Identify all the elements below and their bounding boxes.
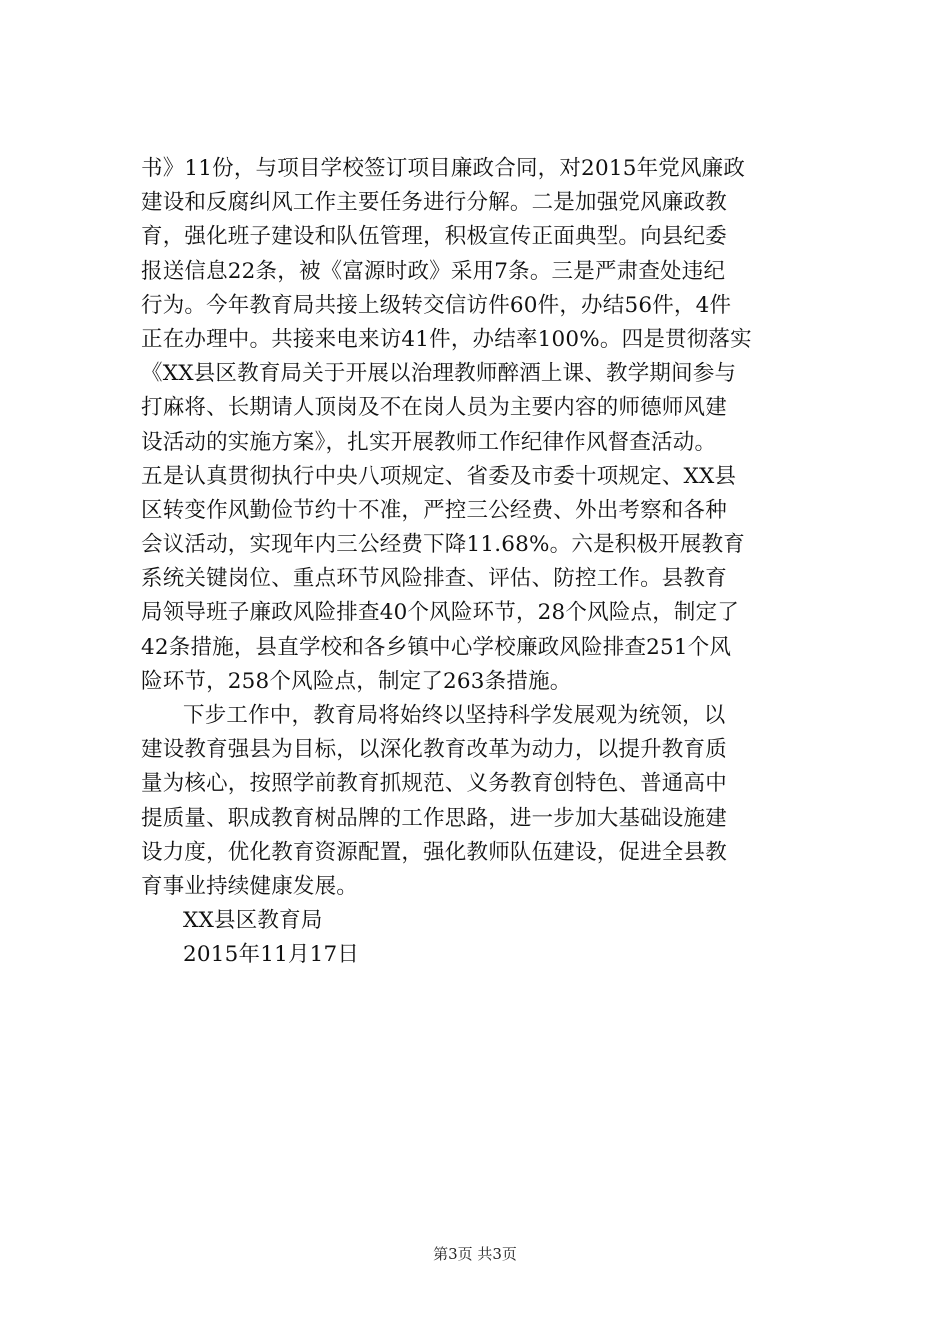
text-line: 《XX县区教育局关于开展以治理教师醉酒上课、教学期间参与 [141, 361, 737, 387]
text-line: 会议活动，实现年内三公经费下降11.68%。六是积极开展教育 [141, 532, 745, 558]
text-line: 量为核心，按照学前教育抓规范、义务教育创特色、普通高中 [141, 771, 727, 797]
text-line: 提质量、职成教育树品牌的工作思路，进一步加大基础设施建 [141, 805, 727, 831]
text-line: 建设和反腐纠风工作主要任务进行分解。二是加强党风廉政教 [141, 190, 727, 216]
text-line: 建设教育强县为目标，以深化教育改革为动力，以提升教育质 [141, 737, 727, 763]
text-line: 系统关键岗位、重点环节风险排查、评估、防控工作。县教育 [141, 566, 727, 592]
text-line: 区转变作风勤俭节约十不准，严控三公经费、外出考察和各种 [141, 497, 727, 523]
signature-organization: XX县区教育局 [183, 908, 323, 934]
signature-date: 2015年11月17日 [183, 942, 360, 968]
text-line: 正在办理中。共接来电来访41件，办结率100%。四是贯彻落实 [141, 326, 752, 352]
text-line: 打麻将、长期请人顶岗及不在岗人员为主要内容的师德师风建 [141, 395, 727, 421]
paragraph-start-line: 下步工作中，教育局将始终以坚持科学发展观为统领，以 [183, 703, 726, 728]
text-line: 行为。今年教育局共接上级转交信访件60件，办结56件，4件 [141, 292, 732, 318]
text-line: 设活动的实施方案》，扎实开展教师工作纪律作风督查活动。 [141, 429, 717, 455]
page-number-footer: 第3页 共3页 [433, 1245, 517, 1263]
text-line: 42条措施，县直学校和各乡镇中心学校廉政风险排查251个风 [141, 634, 732, 660]
text-line: 设力度，优化教育资源配置，强化教师队伍建设，促进全县教 [141, 839, 727, 865]
text-line: 书》11份，与项目学校签订项目廉政合同，对2015年党风廉政 [141, 156, 746, 181]
text-line: 报送信息22条，被《富源时政》采用7条。三是严肃查处违纪 [141, 258, 726, 284]
text-line: 局领导班子廉政风险排查40个风险环节，28个风险点，制定了 [141, 600, 740, 626]
text-line: 险环节，258个风险点，制定了263条措施。 [141, 668, 572, 694]
text-line: 育事业持续健康发展。 [141, 873, 359, 899]
text-line: 五是认真贯彻执行中央八项规定、省委及市委十项规定、XX县 [141, 463, 737, 489]
document-body [141, 152, 821, 973]
text-line: 育，强化班子建设和队伍管理，积极宣传正面典型。向县纪委 [141, 224, 727, 250]
